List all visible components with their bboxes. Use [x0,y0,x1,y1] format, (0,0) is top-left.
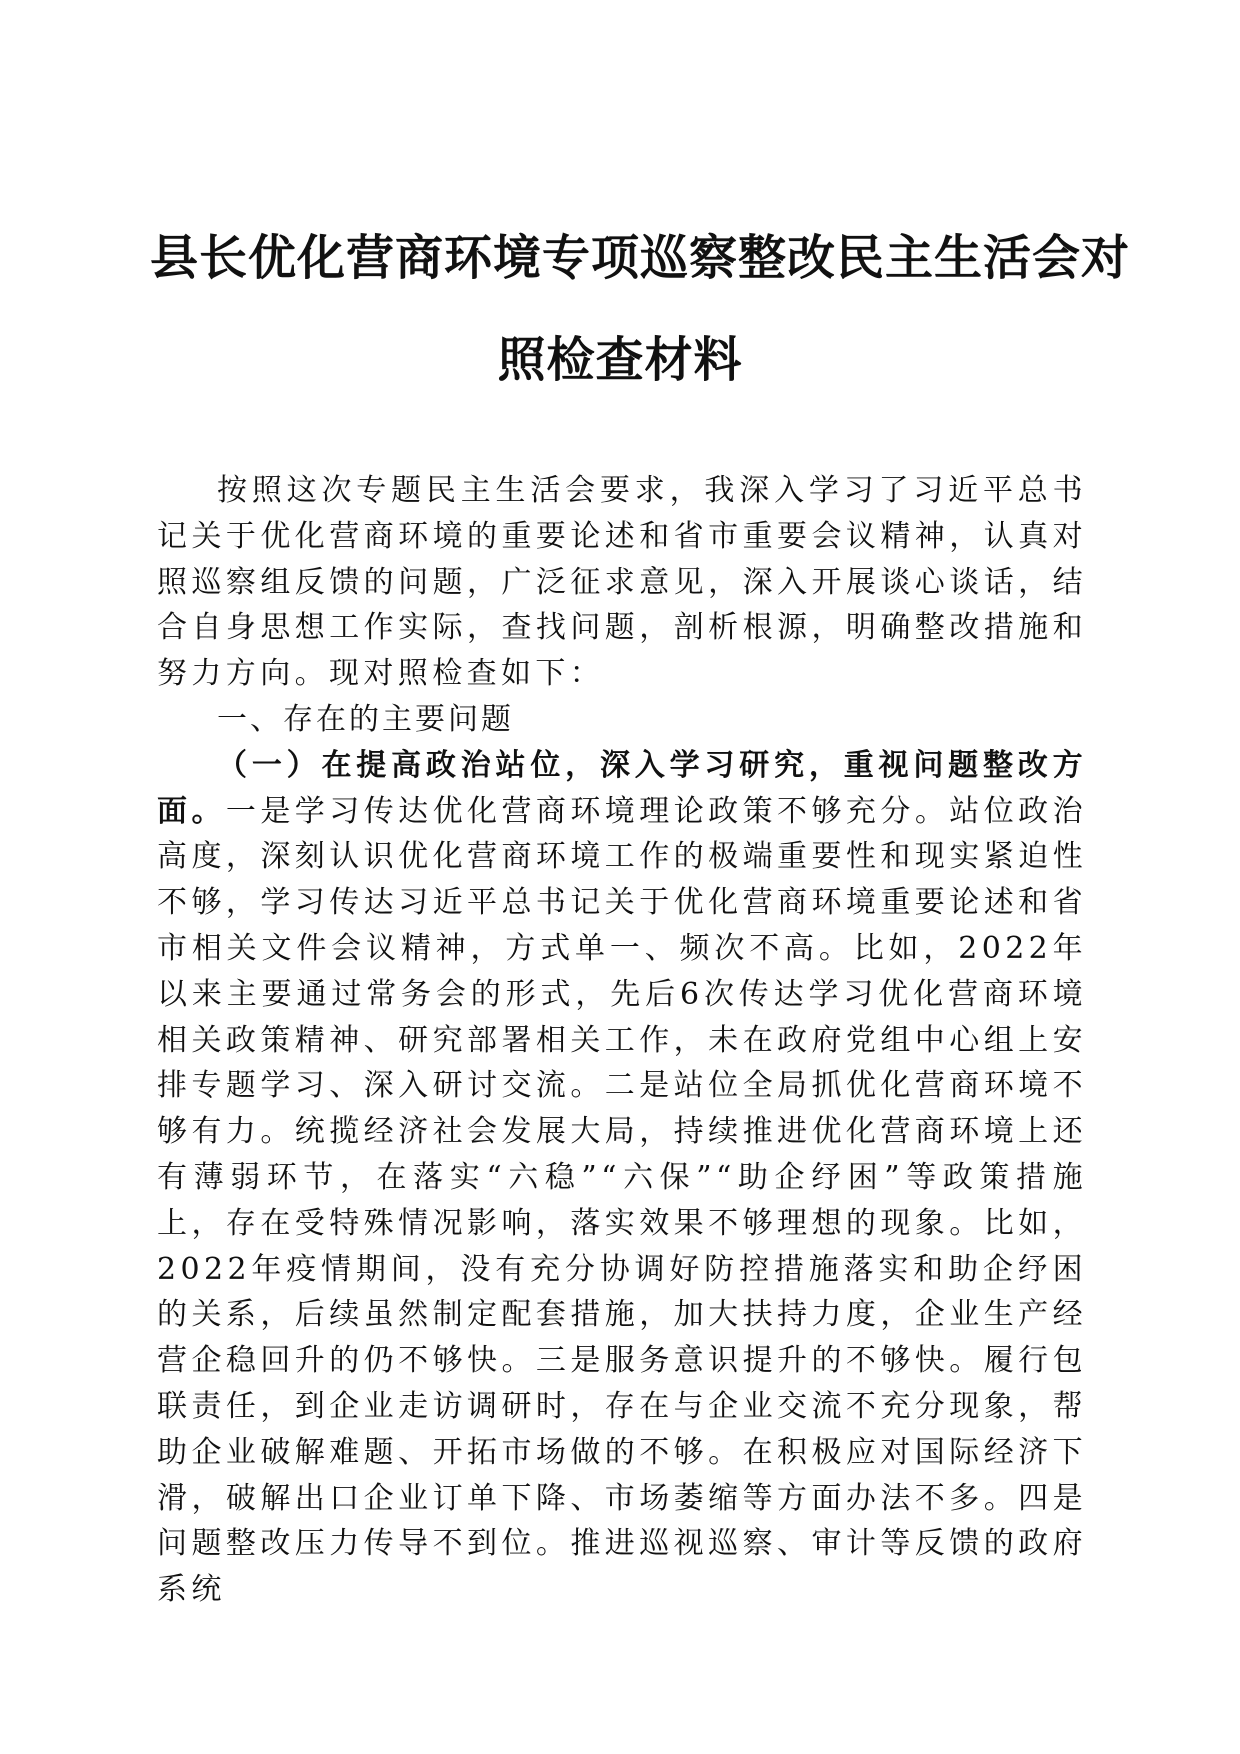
document-title-line-2: 照检查材料 [497,332,743,388]
document-body [157,468,1087,1613]
intro-paragraph: 按照这次专题民主生活会要求，我深入学习了习近平总书记关于优化营商环境的重要论述和省市重要会议精神，认真对照巡察组反馈的问题，广泛征求意见，深入开展谈心谈话，结合自身思想工作实际，查找问题，剖析根源，明确整改措施和努力方向。现对照检查如下： [157,473,1087,692]
subsection-paragraph-1 [157,743,1087,1613]
document-title-line-1: 县长优化营商环境专项巡察整改民主生活会对 [150,230,1131,286]
subsection-body-1: 一是学习传达优化营商环境理论政策不够充分。站位政治高度，深刻认识优化营商环境工作的极端重要性和现实紧迫性不够，学习传达习近平总书记关于优化营商环境重要论述和省市相关文件会议精神，方式单一、频次不高。比如，2022年以来主要通过常务会的形式，先后6次传达学习优化营商环境相关政策精神、研究部署相关工作，未在政府党组中心组上安排专题学习、深入研讨交流。二是站位全局抓优化营商环境不够有力。统揽经济社会发展大局，持续推进优化营商环境上还有薄弱环节，在落实“六稳”“六保”“助企纾困”等政策措施上，存在受特殊情况影响，落实效果不够理想的现象。比如，2022年疫情期间，没有充分协调好防控措施落实和助企纾困的关系，后续虽然制定配套措施，加大扶持力度，企业生产经营企稳回升的仍不够快。三是服务意识提升的不够快。履行包联责任，到企业走访调研时，存在与企业交流不充分现象，帮助企业破解难题、开拓市场做的不够。在积极应对国际经济下滑，破解出口企业订单下降、市场萎缩等方面办法不多。四是问题整改压力传导不到位。推进巡视巡察、审计等反馈的政府系统 [157,793,1088,1608]
subsection-heading-1: （一）在提高政治站位，深入学习研究，重视问题整改方面。 [157,747,1087,829]
section-heading-problems: 一、存在的主要问题 [217,701,514,737]
